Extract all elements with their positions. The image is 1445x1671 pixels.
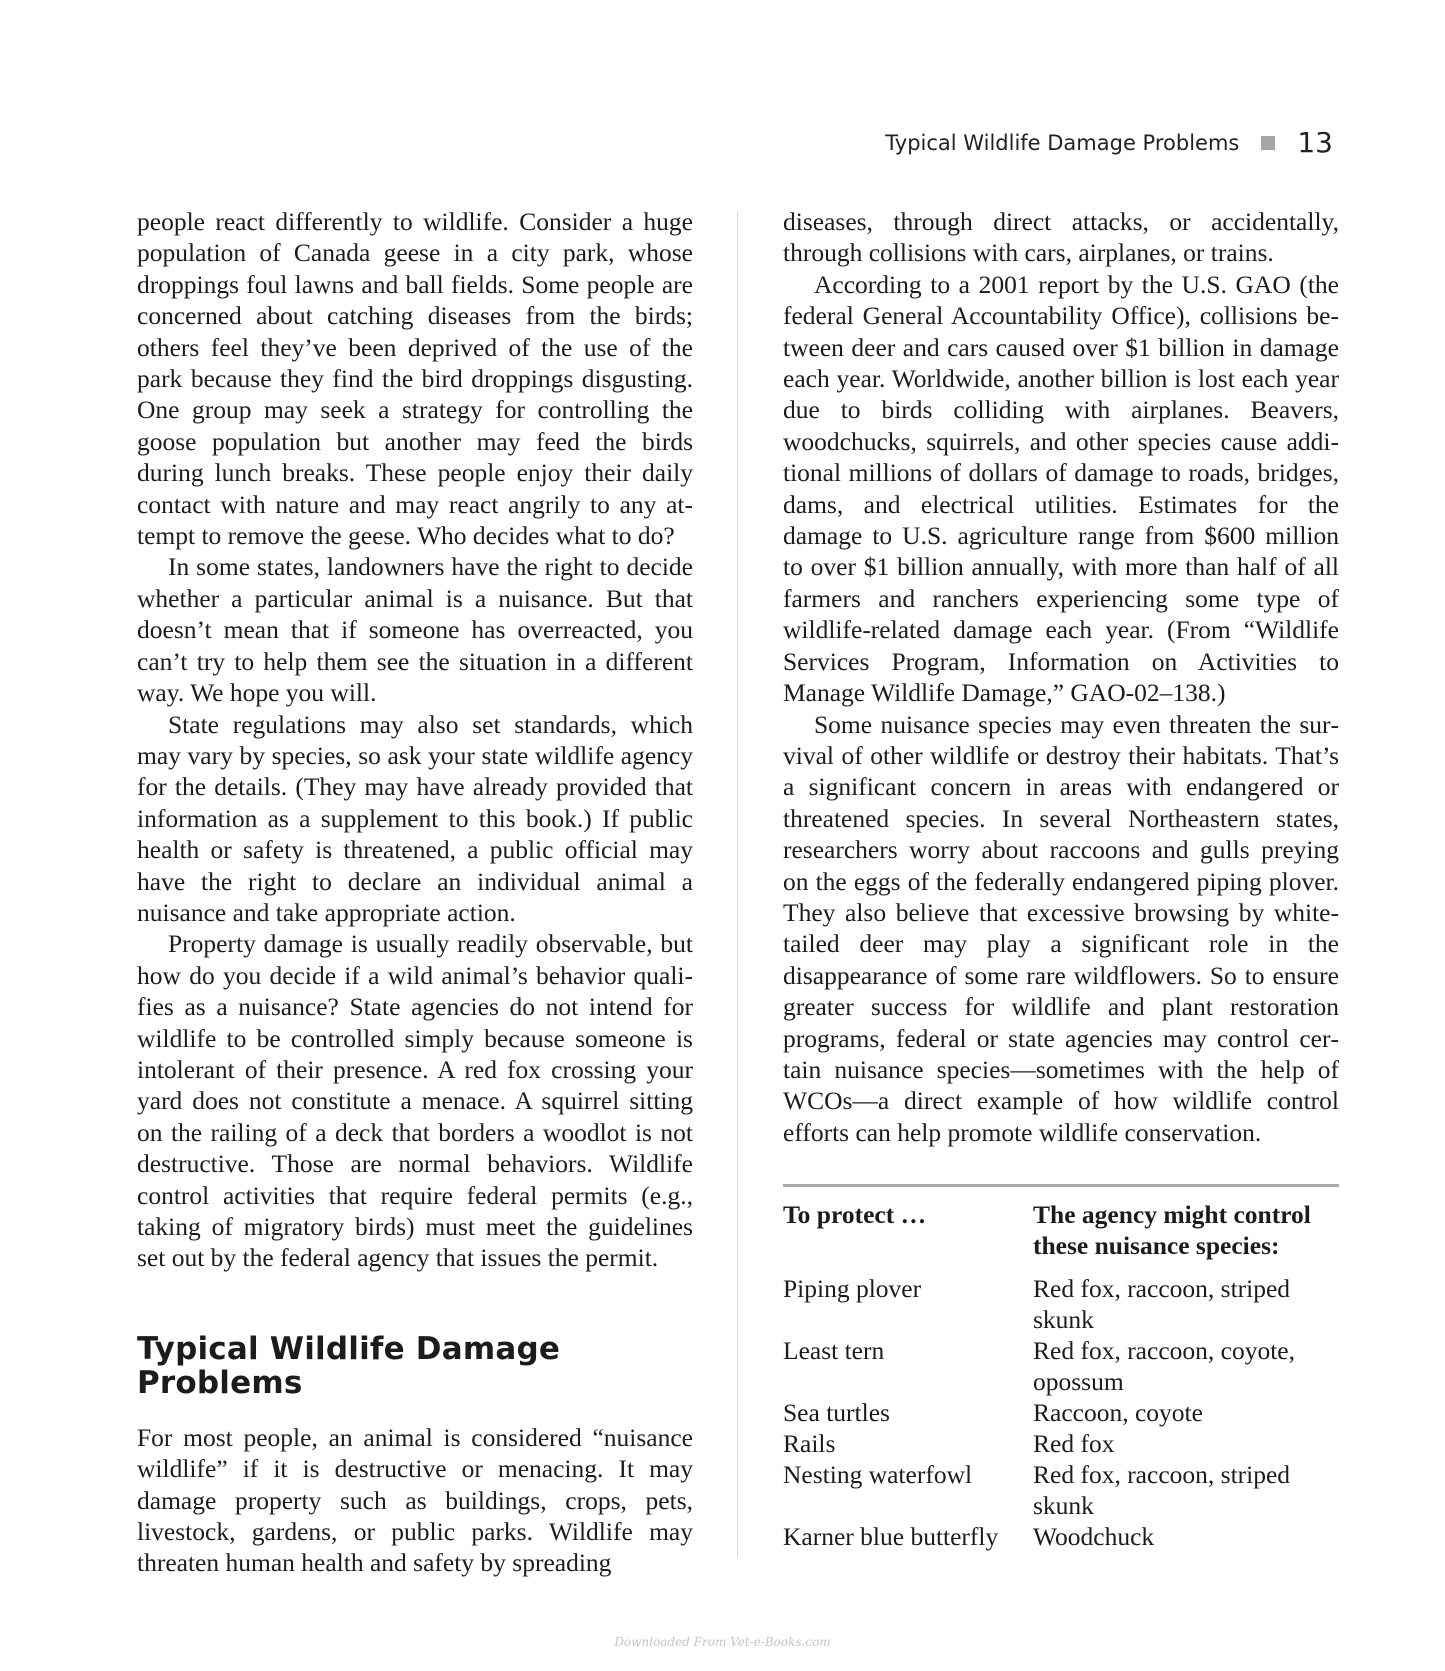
paragraph: In some states, landowners have the right to decide whether a particular animal is a nuisance. But that doesn’t mean that if someone has overreacted, you can’t try to help them see the situation in a different way. We hope you will. [137, 552, 693, 708]
table-row [783, 1521, 1339, 1552]
table-row [783, 1428, 1339, 1459]
table-top-rule [783, 1184, 1339, 1187]
table-row [783, 1335, 1339, 1397]
paragraph: people react differently to wildlife. Consider a huge population of Canada geese in a city park, whose droppings foul lawns and ball fields. Some people are concerned about catching diseases from the birds; others feel they’ve been deprived of the use of the park because they find the bird droppings disgusting. One group may seek a strategy for controlling the goose population but another may feed the birds during lunch breaks. These people enjoy their daily contact with nature and may react angrily to any attempt to remove the geese. Who decides what to do? [137, 207, 693, 551]
protect-cell: Rails [783, 1429, 836, 1459]
paragraph: Property damage is usually readily observable, but how do you decide if a wild animal’s behavior qualifies as a nuisance? State agencies do not intend for wildlife to be controlled simply because someone is intolerant of their presence. A red fox crossing your yard does not constitute a menace. A squirrel sitting on the railing of a deck that borders a woodlot is not destructive. Those are normal behaviors. Wildlife control activities that require federal permits (e.g., taking of migratory birds) must meet the guidelines set out by the federal agency that issues the permit. [137, 929, 693, 1273]
protect-cell: Nesting waterfowl [783, 1460, 973, 1490]
watermark: Downloaded From Vet-e-Books.com [614, 1635, 831, 1649]
square-bullet-icon [1261, 136, 1275, 150]
protect-cell: Piping plover [783, 1274, 922, 1304]
paragraph: For most people, an animal is considered “nuisance wildlife” if it is destructive or menacing. It may damage property such as buildings, crops, pets, livestock, gardens, or public parks. Wildlife may threaten human health and safety by spreading [137, 1422, 693, 1578]
header-control: The agency might control these nuisance species: [1033, 1200, 1311, 1261]
right-column [783, 206, 1339, 1552]
table-row [783, 1273, 1339, 1335]
table-header-row [783, 1199, 1339, 1273]
running-title: Typical Wildlife Damage Problems [885, 130, 1240, 155]
page-number: 13 [1297, 126, 1333, 159]
paragraph: diseases, through direct attacks, or accidentally, through collisions with cars, airplanes, or trains. [783, 207, 1339, 268]
protect-cell: Karner blue butterfly [783, 1522, 999, 1552]
left-column [137, 206, 693, 1579]
control-cell: Red fox, raccoon, coyote, opossum [1033, 1336, 1295, 1397]
protect-cell: Sea turtles [783, 1398, 890, 1428]
control-cell: Red fox, raccoon, striped skunk [1033, 1274, 1291, 1335]
table-row [783, 1397, 1339, 1428]
header-protect: To protect … [783, 1200, 927, 1230]
column-divider [737, 212, 738, 1557]
control-cell: Red fox, raccoon, striped skunk [1033, 1460, 1291, 1521]
species-table [783, 1199, 1339, 1552]
control-cell: Red fox [1033, 1429, 1115, 1459]
paragraph: Some nuisance species may even threaten the survival of other wildlife or destroy their habitats. That’s a significant concern in areas with endangered or threatened species. In several Northeastern states, researchers worry about raccoons and gulls preying on the eggs of the federally endangered piping plover. They also believe that excessive browsing by white-tailed deer may play a significant role in the disappearance of some rare wildflowers. So to ensure greater success for wildlife and plant restoration programs, federal or state agencies may control certain nuisance species—sometimes with the help of WCOs—a direct example of how wildlife control efforts can help promote wildlife conservation. [783, 709, 1339, 1147]
table-row [783, 1459, 1339, 1521]
control-cell: Woodchuck [1033, 1522, 1155, 1552]
running-header [885, 126, 1333, 159]
paragraph: State regulations may also set standards, which may vary by species, so ask your state wildlife agency for the details. (They may have already provided that information as a supplement to this book.) If public health or safety is threatened, a public official may have the right to declare an individual animal a nuisance and take appropriate action. [137, 709, 693, 927]
control-cell: Raccoon, coyote [1033, 1398, 1203, 1428]
protect-cell: Least tern [783, 1336, 885, 1366]
section-heading: Typical Wildlife Damage Problems [137, 1330, 561, 1401]
paragraph: According to a 2001 report by the U.S. GAO (the federal General Accountability Office), collisions between deer and cars caused over $1 billion in damage each year. Worldwide, another billion is lost each year due to birds colliding with airplanes. Beavers, woodchucks, squirrels, and other species cause additional millions of dollars of damage to roads, bridges, dams, and electrical utilities. Estimates for the damage to U.S. agriculture range from $600 million to over $1 billion annually, with more than half of all farmers and ranchers experiencing some type of wildlife-related damage each year. (From “Wildlife Services Program, Information on Activities to Manage Wildlife Damage,” GAO-02–138.) [783, 269, 1339, 708]
